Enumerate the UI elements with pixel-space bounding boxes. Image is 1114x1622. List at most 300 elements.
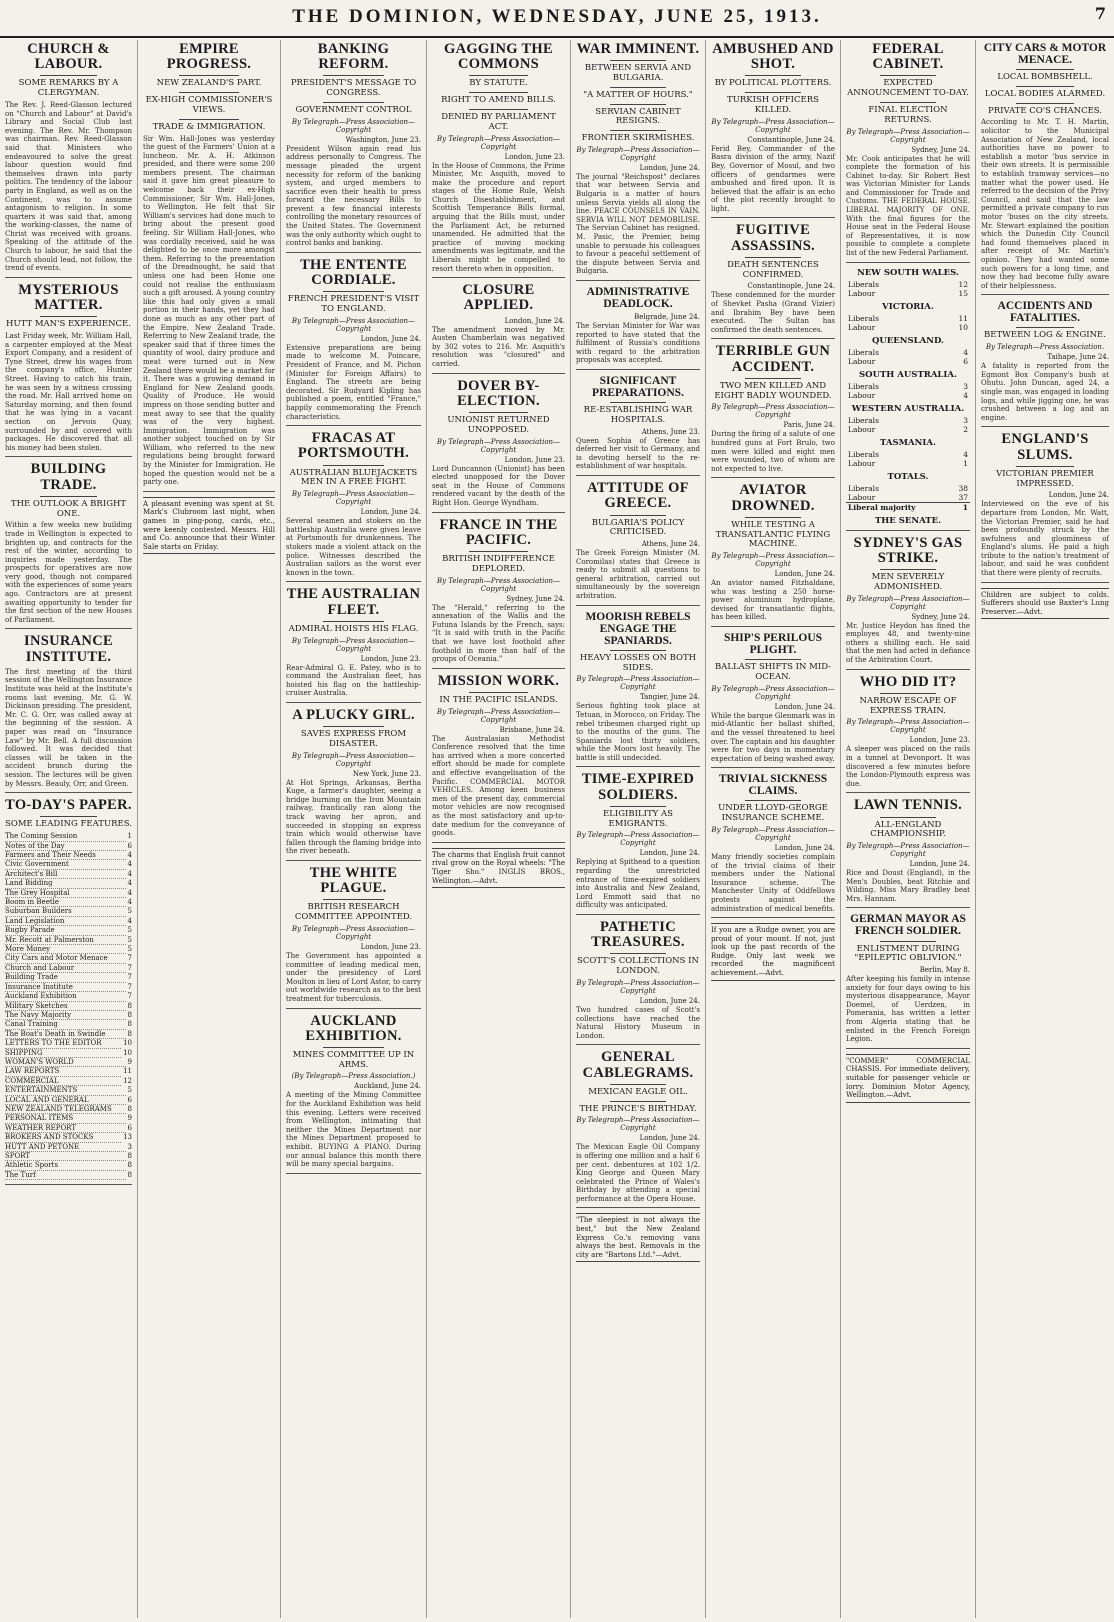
credit-line: By Telegraph—Press Association—Copyright [846,594,970,611]
article [711,483,835,627]
election-results [846,268,970,531]
feature-title: LAW REPORTS [5,1067,121,1076]
feature-row [5,936,132,945]
seat-count: 15 [958,288,968,298]
party-name: Labour [848,492,876,502]
headline: DOVER BY-ELECTION. [457,377,540,409]
party-name: Labour [848,288,876,298]
headline: SIGNIFICANT PREPARATIONS. [592,375,684,400]
article [711,223,835,339]
feature-title: City Cars and Motor Menace [5,954,126,963]
article-body: Several seamen and stokers on the battleship Australia were given leave at Portsmouth for drunkenness. The stokers made a violent attack on the police. Witnesses described the Australian sailors as the worst ever known in the town. [286,517,421,577]
column-rule [846,262,970,263]
dateline: Athens, June 23. [641,427,700,436]
article-body: Ferid Bey, Commander of the Basra division of the army, Nazif Bey, Governor of Mosul, and two officers of gendarmes were ambushed and fired upon. It is believed that the affair is an echo of the plot recently brought to light. [711,144,835,213]
headline: FUGITIVE ASSASSINS. [730,222,815,254]
results-table [846,280,970,298]
feature-title: LETTERS TO THE EDITOR [5,1039,121,1048]
headline-rule [1016,69,1074,70]
feature-title: The Coming Session [5,832,126,841]
subheadline: MEN SEVERELY ADMONISHED. [871,572,945,592]
column-rule [576,1207,700,1208]
article-body: Sir Wm. Hall-Jones was yesterday the guest of the Farmers' Union at a luncheon. Mr. A. H. Atkinson presided, and there were some 200 members present. The chairman said it gave him great pleasure to welcome back their ex-High Commissioner, Sir Wm. Hall-Jones, to Wellington. He felt that Sir William's services had done much to bring about the present good feeling. Sir William Hall-Jones, who was cordially received, said he was delighted to be once more amongst them. Referring to the presentation of the Dreadnought, he said that unless one had been Home one could not realise the enthusiasm such a gift aroused. A young country like this had only given a small portion in their hands, yet they had done as much as any other part of the Empire. New Zealand Trade. Referring to New Zealand trade, the speaker said that if three times the quantity of wool, dairy produce and meat were turned out in New Zealand there would be a market for it. There was a growing demand in England for New Zealand goods. Quality of Produce. He would impress on those sending butter and meat away to see that the quality was of the very highest. Immigration. Immigration was another subject touched on by Sir William, who referred to the new regulations being brought forward by the Minister for Immigration. He hoped the question would not be a party one. [143,134,275,487]
page-number: 7 [1094,4,1106,23]
headline-rule [40,316,97,317]
dateline: Sydney, June 24. [911,612,970,621]
feature-row [5,1152,132,1161]
column-rule [286,1008,421,1009]
feature-page: 4 [127,860,132,869]
column-rule [432,668,565,669]
headline-rule [323,75,384,76]
subheadline: BETWEEN SERVIA AND BULGARIA. [584,63,692,83]
feature-page: 4 [127,888,132,897]
article-body: An aviator named Fitzhaldane, who was testing a 250 horse-power aluminium hydroplane, devised for transatlantic flights, has been killed. [711,579,835,622]
article [981,432,1109,582]
feature-title: Land Bidding [5,879,126,888]
feature-page: 10 [123,1048,132,1057]
article [846,798,970,908]
headline: GERMAN MAYOR AS FRENCH SOLDIER. [850,913,966,938]
column-2 [138,40,281,1618]
article [286,587,421,703]
column-rule [576,369,700,370]
credit-line: By Telegraph—Press Association—Copyright [576,978,700,995]
headline-rule [40,75,97,76]
article [576,772,700,915]
subheadline: HUTT MAN'S EXPERIENCE. [6,319,131,330]
headline: ACCIDENTS AND FATALITIES. [997,300,1093,325]
subheadline: BRITISH RESEARCH COMMITTEE APPOINTED. [294,902,413,923]
headline-rule [610,104,666,105]
article [5,798,132,1185]
dateline: New York, June 23. [352,769,421,778]
seat-count: 4 [963,390,968,400]
feature-title: SHIPPING [5,1049,121,1058]
party-name: Liberals [848,279,879,289]
headline-rule [323,899,384,900]
headline-rule [610,953,666,954]
column-rule [981,582,1109,583]
headline: FRANCE IN THE PACIFIC. [439,516,558,548]
column-rule [576,766,700,767]
column-rule [711,626,835,627]
advertisement: A pleasant evening was spent at St. Mark's Clubroom last night, when games in ping-pong, cards, etc., were keenly contested. Messrs. Hill and Co. announce that their Winter Sale starts on Friday. [143,497,275,555]
seat-count: 1 [963,458,968,468]
subheadline: IN THE PACIFIC ISLANDS. [439,694,558,705]
headline-rule [1016,86,1074,87]
headline-rule [745,517,801,518]
column-rule [286,702,421,703]
results-table [846,416,970,434]
headline: TIME-EXPIRED SOLDIERS. [581,771,695,803]
feature-title: Canal Training [5,1020,126,1029]
dateline: London, June 24. [360,508,421,517]
dateline: London, June 24. [360,334,421,343]
article [576,375,700,476]
seat-count: 10 [958,322,968,332]
subheadline: VICTORIAN PREMIER IMPRESSED. [996,468,1094,489]
dateline: Athens, June 24. [641,540,700,549]
feature-row [5,1002,132,1011]
headline: FEDERAL CABINET. [872,41,944,73]
column-rule [846,669,970,670]
feature-title: The Navy Majority [5,1011,126,1020]
feature-page: 4 [127,879,132,888]
feature-title: HUTT AND PETONE [5,1143,126,1152]
subheadline: THE PRINCE'S BIRTHDAY. [579,1103,697,1114]
headline: TRIVIAL SICKNESS CLAIMS. [718,773,828,798]
feature-page: 1 [127,832,132,841]
feature-title: Suburban Builders [5,907,126,916]
feature-row [5,1143,132,1152]
article-body: A sleeper was placed on the rails in a tunnel at Devonport. It was discovered a few minutes before the London-Plymouth express was due. [846,745,970,788]
feature-row [5,1049,132,1058]
article [286,431,421,582]
subheadline: HEAVY LOSSES ON BOTH SIDES. [579,652,697,673]
party-name: Liberals [848,381,879,391]
dateline: Taihape, June 24. [1047,353,1109,362]
subheadline: TWO MEN KILLED AND EIGHT BADLY WOUNDED. [714,380,832,401]
feature-page: 9 [127,1057,132,1066]
article [432,518,565,669]
article [5,634,132,793]
article-body: During the firing of a salute of one hundred guns at Fort Brulo, two men were killed and eight men were wounded, two of whom are not expected to live. [711,430,835,473]
column-rule [286,425,421,426]
feature-row [5,992,132,1001]
column-1 [0,40,138,1618]
party-name: Liberals [848,347,879,357]
feature-row [5,879,132,888]
credit-line: By Telegraph—Press Association—Copyright [576,831,700,848]
credit-line: By Telegraph—Press Association—Copyright [846,718,970,735]
party-name: Labour [848,458,876,468]
article-body: According to Mr. T. H. Martin, solicitor to the Municipal Association of New Zealand, local authorities have no power to establish a motor 'bus service in their own streets. It is permissible to establish tramway services—no matter what the power used. He referred to the decision of the Privy Council, and said that the law permitted a private company to run motor 'buses on the city streets. Mr. Stewart explained the position which the Dunedin City Council had found themselves placed in after receipt of Mr. Martin's opinion. They had wanted some such powers for a long time, and now they had become fully aware of their helplessness. [981,118,1109,290]
credit-line: By Telegraph—Press Association—Copyright [711,825,835,842]
feature-page: 8 [127,1104,132,1113]
article-body: The amendment moved by Mr. Austen Chamberlain was negatived by 302 votes to 216. Mr. Asquith's resolution was "closured" and carried. [432,325,565,369]
credit-line: By Telegraph—Press Association—Copyright [291,316,416,333]
column-rule [286,860,421,861]
credit-line: By Telegraph—Press Association—Copyright [291,924,416,941]
column-rule [711,477,835,478]
column-rule [5,277,132,278]
feature-title: The Boat's Death in Swindle [5,1030,126,1039]
results-table [846,382,970,400]
subheadline: GOVERNMENT CONTROL [295,104,412,115]
article [286,1014,421,1174]
article [432,42,565,278]
feature-row [5,973,132,982]
credit-line: By Telegraph—Press Association—Copyright [291,490,416,507]
feature-page: 4 [127,851,132,859]
credit-line: By Telegraph—Press Association—Copyright [291,117,416,134]
article [981,300,1109,427]
article-body: After keeping his family in intense anxiety for four days owing to his mysterious disappearance, Mayor Doemel, of Uerdzen, in Pomerania, has written a letter from Algeria stating that he enlisted in the French Foreign Legion. [846,975,970,1044]
headline: FRACAS AT PORTSMOUTH. [297,430,410,462]
headline: BANKING REFORM. [317,41,390,73]
headline-rule [1016,327,1074,328]
state-heading: SOUTH AUSTRALIA. [859,369,957,380]
seat-count: 12 [958,279,968,289]
feature-row [5,1077,132,1086]
headline-rule [469,109,529,110]
headline-rule [179,92,238,93]
column-rule [981,426,1109,427]
article [286,42,421,253]
headline-rule [880,693,936,694]
feature-title: PERSONAL ITEMS [5,1114,126,1123]
subheadline: FINAL ELECTION RETURNS. [868,104,948,125]
article-body: While the barque Glenmark was in mid-Atlantic her ballast shifted, and the vessel threatened to heel over. The captain and his daughter were for two days in momentary expectation of being washed away. [711,711,835,763]
feature-title: Farmers and Their Needs [5,851,126,860]
subheadline: ALL-ENGLAND CHAMPIONSHIP. [870,819,946,840]
feature-row [5,1171,132,1180]
headline-rule [469,692,529,693]
subheadline: NARROW ESCAPE OF EXPRESS TRAIN. [859,695,957,716]
headline-rule [469,92,529,93]
article-body: The Rev. J. Reed-Glasson lectured on "Church and Labour" at David's Library and Social Club last evening. The Rev. Mr. Thompson was chairman. Rev. Reed-Glasson said that Ministers who endeavoured to solve the great labour question would find themselves drawn into party politics. The tendency of the labour party in England, as well as on the Continent, was to assume antagonism to religion. In some quarters it was said that, among the working-classes, the name of Christ was received with groans. Speaking of the attitude of the Church to labour, he said that the Church should lead, not follow, the trend of events. [5,100,132,273]
advertisement: If you are a Rudge owner, you are proud of your mount. If not, just look up the past records of the Rudge. Only last week we recorded the magnificent achievement.—Advt. [711,923,835,981]
feature-title: WEATHER REPORT [5,1124,126,1133]
feature-title: WOMAN'S WORLD [5,1058,126,1067]
headline: PATHETIC TREASURES. [591,919,685,951]
feature-title: Notes of the Day [5,842,126,851]
subheadline: FRONTIER SKIRMISHES. [581,133,695,144]
article [576,920,700,1045]
advertisement: The charms that English fruit cannot rival grow on the Royal wheels: "The Tiger Sho." INGLIS BROS., Wellington.—Advt. [432,848,565,888]
article-body: The first meeting of the third session of the Wellington Insurance Institute was held at the Institute's rooms last evening. Mr. G. W. Dickinson presiding. The president, Mr. C. G. Orr, was called away at the beginning of the session. A paper was read on "Insurance Law" by Mr. Bell. A full discussion followed. It was decided that classes will be taken in the accident branch during the session. The lectures will be given by Messrs. Beauly, Orr, and Green. [5,667,132,788]
headline: BUILDING TRADE. [30,461,107,493]
article [143,42,275,492]
headline: INSURANCE INSTITUTE. [24,633,113,665]
column-rule [5,1184,132,1185]
feature-title: Mr. Recott at Palmerston [5,936,126,945]
credit-line: By Telegraph—Press Association—Copyright [711,117,835,134]
headline-rule [610,1101,666,1102]
article-body: Mr. Justice Heydon has fined the employes 48, and twenty-nine others a shilling each. He said that the men had acted in defiance of the Arbitration Court. [846,621,970,664]
feature-page: 8 [127,1170,132,1179]
article-body: Within a few weeks new building trade in Wellington is expected to brighten up, and contracts for the rest of the winter, according to inquiries made yesterday. The prospects for operatives are now very good, though not compared with the experiences of some years ago. Contractors are at present awaiting opportunity to tender for the first section of the new Houses of Parliament. [5,521,132,624]
feature-title: LOCAL AND GENERAL [5,1096,126,1105]
feature-row [5,1124,132,1133]
headline-rule [610,60,666,61]
headline: TERRIBLE GUN ACCIDENT. [715,343,831,375]
headline: AMBUSHED AND SHOT. [712,41,834,73]
subheadline: ADMIRAL HOISTS HIS FLAG. [288,623,419,634]
feature-title: Boom in Beetle [5,898,126,907]
dateline: London, June 23. [360,654,421,663]
credit-line: By Telegraph—Press Association—Copyright [436,707,561,724]
feature-row [5,1114,132,1123]
column-rule [286,252,421,253]
headline: CLOSURE APPLIED. [462,282,535,314]
majority-label: Liberal majority [846,502,950,512]
credit-line: By Telegraph—Press Association—Copyright [711,552,835,569]
article [711,632,835,768]
senate-heading: THE SENATE. [874,515,942,526]
party-name: Liberals [848,415,879,425]
article [846,913,970,1048]
headline-rule [610,130,666,131]
dateline: Auckland, June 24. [354,1082,421,1091]
dateline: London, June 23. [504,152,565,161]
article-body: At Hot Springs, Arkansas, Bertha Kuge, a farmer's daughter, seeing a bridge burning on the Iron Mountain railway, frantically ran along the track waving her apron, and succeeded in stopping an express train which would otherwise have fallen through the flaming bridge into the river beneath. [286,778,421,856]
headline: A PLUCKY GIRL. [292,706,415,723]
article-body: Queen Sophia of Greece has deferred her visit to Germany, and is devoting herself to the re-establishment of war hospitals. [576,436,700,471]
subheadline: EXPECTED ANNOUNCEMENT TO-DAY. [847,78,969,99]
seat-count: 2 [963,424,968,434]
state-heading: VICTORIA. [882,301,934,312]
article-body: The "Herald," referring to the annexation of the Wallis and the Futuna Islands by the French, says: "It is said with truth in the Pacific that we have lost foothold after foothold in more than half of the groups of Oceania." [432,603,565,664]
headline-rule [1016,466,1074,467]
article-body: Last Friday week, Mr. William Hall, a carpenter employed at the Meat Export Company, and a resident of Tyne Street, drew his wages from the company's office, Hunter Street. Having to catch his train, he was seen by a witness crossing the road. Mr. Hall arrived home on Saturday morning, and then found that he was lying in a vacant section on Jervois Quay, surrounded by and covered with packages. He discovered that all his money had been stolen. [5,332,132,452]
dateline: London, June 24. [909,860,970,869]
headline-rule [179,75,238,76]
headline: ADMINISTRATIVE DEADLOCK. [586,285,690,310]
feature-row [5,964,132,973]
headline-rule [323,1047,384,1048]
subheadline: LOCAL BODIES ALARMED. [984,88,1106,99]
majority-count: 1 [950,502,970,512]
subheadline: BRITISH INDIFFERENCE DEPLORED. [442,554,555,574]
column-rule [576,605,700,606]
column-rule [286,1173,421,1174]
feature-row [5,851,132,860]
credit-line: By Telegraph—Press Association—Copyright [291,636,416,653]
column-rule [286,581,421,582]
column-6 [706,40,841,1618]
headline-rule [1016,103,1074,104]
headline-rule [610,402,666,403]
masthead [0,0,1114,38]
feature-row [5,898,132,907]
credit-line: By Telegraph—Press Association—Copyright [291,751,416,768]
credit-line: By Telegraph—Press Association—Copyright [711,403,835,420]
column-4 [427,40,571,1618]
feature-row [5,1096,132,1105]
headline: SHIP'S PERILOUS PLIGHT. [723,632,823,657]
article [576,611,700,768]
column-rule [5,456,132,457]
subheadline: THE OUTLOOK A BRIGHT ONE. [10,498,127,519]
feature-row [5,1039,132,1048]
headline: CHURCH & LABOUR. [27,41,110,73]
feature-page: 8 [127,1010,132,1019]
seat-count: 4 [963,347,968,357]
feature-row [5,1105,132,1114]
feature-row [5,1058,132,1067]
feature-page: 8 [127,1152,132,1160]
column-rule [981,294,1109,295]
article-body: A fatality is reported from the Egmont Box Company's bush at Ohutu. John Duncan, aged 24, a single man, was engaged in loading logs, and while jigging one, he was crushed between a log and an engine. [981,362,1109,422]
column-3 [281,40,427,1618]
feature-page: 13 [123,1133,132,1142]
article-body: Many friendly societies complain of the trivial claims of their members under the National Insurance scheme. The Manchester Unity of Oddfellows protests against the administration of medical benefits. [711,852,835,913]
article-body: The Government has appointed a committee of leading medical men, under the presidency of Lord Moulton in lieu of Lord Astor, to carry out worldwide research as to the best treatment for tuberculosis. [286,951,421,1003]
feature-title: NEW ZEALAND TELEGRAMS [5,1105,126,1114]
headline: THE ENTENTE CORDIALE. [300,256,407,289]
feature-page: 4 [127,869,132,878]
article [576,481,700,606]
advertisement: Children are subject to colds. Sufferers should use Baxter's Lung Preserver.—Advt. [981,588,1109,620]
feature-title: Land Legislation [5,917,126,926]
feature-page: 5 [127,907,132,916]
feature-page: 5 [127,926,132,935]
article [286,258,421,426]
subheadline: EX-HIGH COMMISSIONER'S VIEWS. [145,95,273,115]
seat-count: 6 [963,356,968,366]
feature-page: 4 [127,898,132,907]
headline: MYSTERIOUS MATTER. [18,281,119,314]
credit-line: By Telegraph—Press Association—Copyright [436,437,561,454]
feature-title: Athletic Sports [5,1161,126,1170]
column-rule [432,842,565,843]
headline-rule [745,800,801,801]
subheadline: FRENCH PRESIDENT'S VISIT TO ENGLAND. [287,294,420,315]
feature-row [5,917,132,926]
subheadline: SAVES EXPRESS FROM DISASTER. [300,729,407,749]
headline: AUCKLAND EXHIBITION. [305,1012,402,1044]
headline-rule [745,257,801,258]
column-8 [976,40,1114,1618]
seat-count: 11 [958,313,968,323]
headline-rule [323,465,384,466]
newspaper-title: THE DOMINION, WEDNESDAY, JUNE 25, 1913. [292,6,822,27]
headline-rule [880,817,936,818]
headline-rule [880,569,936,570]
feature-page: 5 [127,945,132,954]
article-body: The Mexican Eagle Oil Company is offering one million and a half 6 per cent. debentures at 102 1/2. King George and Queen Mary celebrated the Prince of Wales's Birthday by attending a special performance at the Opera House. [576,1143,700,1203]
article-body: The Greek Foreign Minister (M. Coromilas) states that Greece is ready to submit all questions to general arbitration, carried out simultaneously by the sovereign arbitration. [576,549,700,600]
results-table [846,450,970,468]
subheadline: "A MATTER OF HOURS." [583,89,693,100]
feature-page: 8 [127,1020,132,1029]
article [286,708,421,861]
results-table [846,348,970,366]
article [846,42,970,263]
feature-title: The Grey Hospital [5,889,126,898]
feature-page: 7 [127,982,132,991]
subheadline: DENIED BY PARLIAMENT ACT. [441,111,556,132]
subheadline: UNIONIST RETURNED UNOPPOSED. [447,415,550,435]
subheadline: BULGARIA'S POLICY CRITICISED. [591,517,685,538]
party-name: Labour [848,424,876,434]
credit-line: By Telegraph—Press Association. [985,343,1105,352]
dateline: London, June 23. [360,942,421,951]
article [981,42,1109,295]
subheadline: TRADE & IMMIGRATION. [152,121,266,132]
feature-title: ENTERTAINMENTS [5,1086,126,1095]
feature-title: SPORT [5,1152,126,1161]
headline: GENERAL CABLEGRAMS. [582,1049,694,1081]
feature-title: Military Sketches [5,1002,126,1011]
column-rule [143,491,275,492]
feature-page: 7 [127,973,132,982]
dateline: Sydney, June 24. [506,594,565,603]
dateline: Belgrade, June 24. [634,313,700,322]
article [432,674,565,843]
headline-rule [610,87,666,88]
feature-row [5,1067,132,1076]
feature-row [5,1086,132,1095]
headline-rule [469,75,529,76]
article [432,283,565,373]
article [711,344,835,478]
credit-line: By Telegraph—Press Association—Copyright [576,145,700,162]
headline-rule [610,650,666,651]
headline: MISSION WORK. [437,672,560,689]
